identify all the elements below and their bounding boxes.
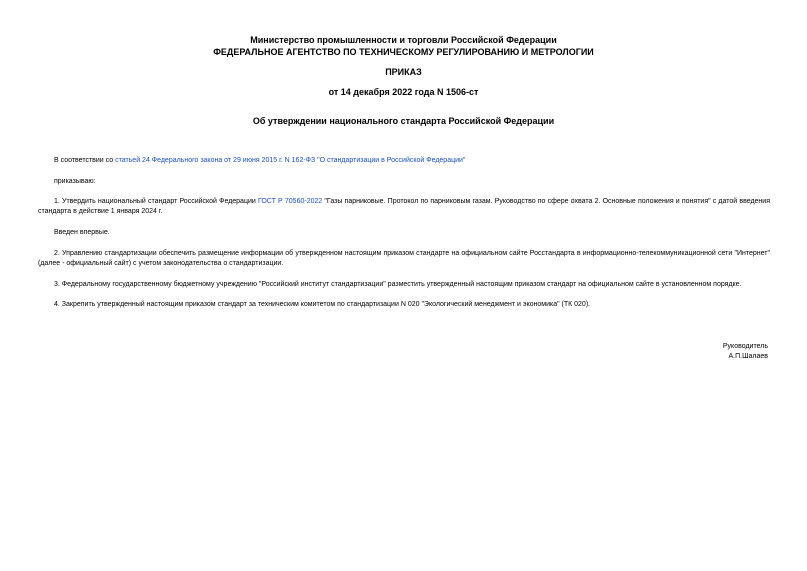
- order-word: приказываю:: [54, 178, 96, 185]
- item-2-paragraph: 2. Управлению стандартизации обеспечить размещение информации об утвержденном настоящим приказом стандарте на официальном сайте Росстандарта в информационно-телекоммуникационной сети "Интернет" (далее - официальный сайт) с учетом законодательства о стандартизации.: [38, 250, 770, 267]
- item-3-paragraph: 3. Федеральному государственному бюджетному учреждению "Российский институт стандартизации" разместить утвержденный настоящим приказом стандарт на официальном сайте в установленном порядке.: [54, 281, 742, 288]
- item-1-suffix: "Газы парниковые. Протокол по парниковым газам. Руководство по сфере охвата 2. Основные положения и понятия" с датой введения стандарта в действие 1 января 2024 г.: [38, 198, 770, 215]
- date-number: от 14 декабря 2022 года N 1506-ст: [328, 87, 479, 97]
- item-1-paragraph: [38, 197, 770, 217]
- subject-title: Об утверждении национального стандарта Российской Федерации: [252, 116, 555, 126]
- agency-title: ФЕДЕРАЛЬНОЕ АГЕНТСТВО ПО ТЕХНИЧЕСКОМУ РЕГУЛИРОВАНИЮ И МЕТРОЛОГИИ: [213, 47, 594, 57]
- signature-position: Руководитель: [722, 343, 768, 350]
- ministry-title: Министерство промышленности и торговли Российской Федерации: [250, 35, 557, 45]
- signature-name: А.П.Шалаев: [728, 353, 768, 360]
- item-4-paragraph: 4. Закрепить утвержденный настоящим приказом стандарт за техническим комитетом по стандартизации N 020 "Экологический менеджмент и экономика" (ТК 020).: [54, 301, 591, 308]
- doc-type: ПРИКАЗ: [385, 67, 422, 77]
- gost-link[interactable]: ГОСТ Р 70560-2022: [257, 198, 323, 205]
- introduced-note: Введен впервые.: [54, 229, 110, 236]
- law-article-link[interactable]: статьей 24 Федерального закона от 29 июня 2015 г. N 162-ФЗ "О стандартизации в Российской Федерации": [115, 157, 466, 164]
- item-1-prefix: 1. Утвердить национальный стандарт Российской Федерации: [54, 198, 258, 205]
- intro-paragraph: [38, 156, 770, 166]
- intro-prefix: В соответствии со: [54, 157, 116, 164]
